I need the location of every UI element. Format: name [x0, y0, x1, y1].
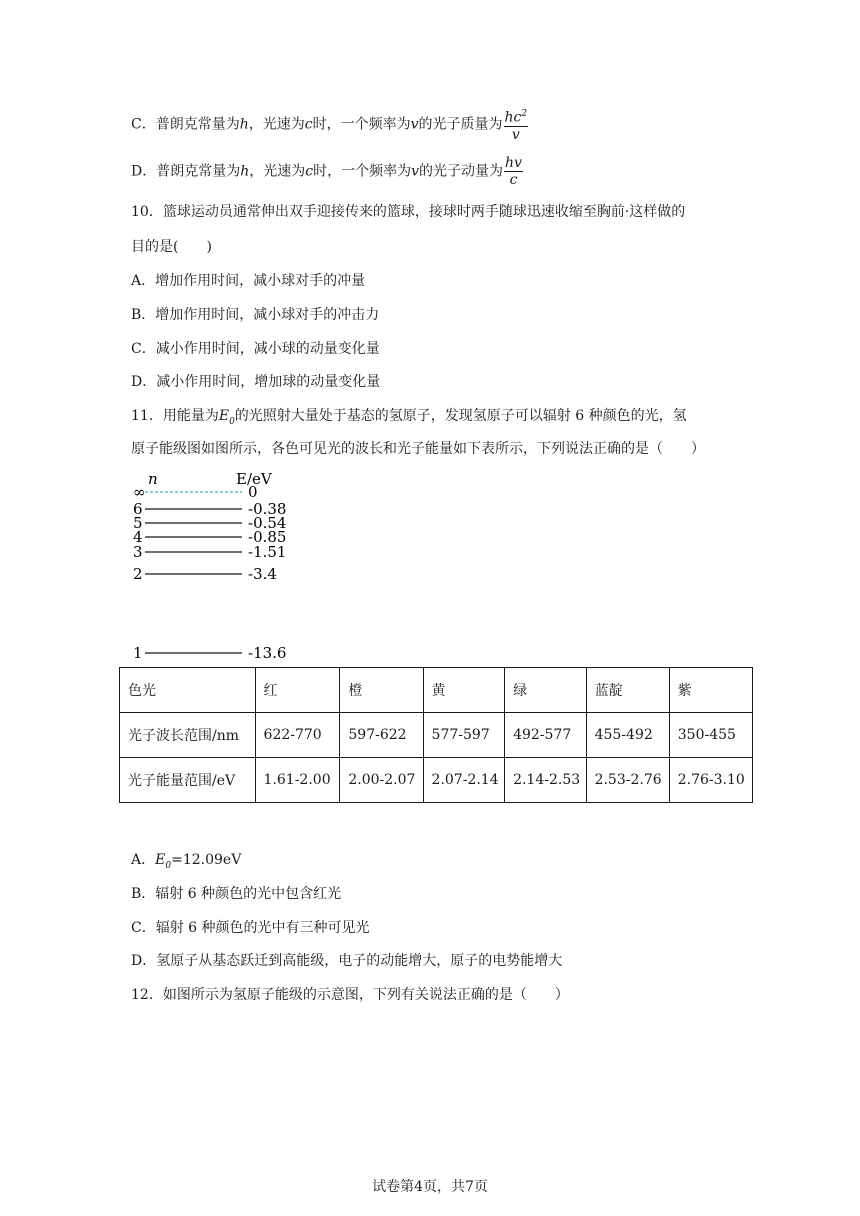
table-cell: 350-455: [669, 713, 752, 758]
table-cell: 黄: [423, 668, 505, 713]
fraction-hv-over-c: $\frac{hv}{c}$: [505, 155, 522, 188]
level-n-label: 5: [133, 514, 143, 532]
table-cell: 光子波长范围/nm: [120, 713, 256, 758]
table-cell: 1.61-2.00: [255, 758, 340, 803]
table-cell: 577-597: [423, 713, 505, 758]
q10-option-c: C．减小作用时间，减小球的动量变化量: [131, 341, 380, 357]
q11-stem-line1: 11．用能量为$E_0$的光照射大量处于基态的氢原子，发现氢原子可以辐射 6 种颜色的光，氢: [131, 408, 687, 427]
q9-option-c: C．普朗克常量为h，光速为c时，一个频率为v的光子质量为 $\frac{hc^2}{v}$: [131, 106, 528, 143]
q11-option-d: D．氢原子从基态跃迁到高能级，电子的动能增大，原子的电势能增大: [131, 953, 563, 969]
q10-option-a: A．增加作用时间，减小球对手的冲量: [131, 273, 366, 289]
level-n-label: 4: [133, 528, 143, 546]
level-n-label: 2: [133, 565, 143, 583]
level-n-label: 1: [133, 644, 143, 662]
level-n-label: 3: [133, 543, 143, 561]
table-row: [120, 713, 753, 758]
table-cell: 绿: [505, 668, 587, 713]
table-cell: 蓝靛: [586, 668, 669, 713]
q10-option-d: D．减小作用时间，增加球的动量变化量: [131, 374, 381, 390]
table-cell: 2.00-2.07: [340, 758, 423, 803]
table-row: [120, 668, 753, 713]
level-n-label: ∞: [133, 483, 146, 501]
table-cell: 455-492: [586, 713, 669, 758]
q12-stem: 12．如图所示为氢原子能级的示意图，下列有关说法正确的是（ ）: [131, 987, 569, 1003]
q11-stem-line2: 原子能级图如图所示，各色可见光的波长和光子能量如下表所示，下列说法正确的是（ ）: [131, 441, 705, 457]
level-energy-label: -0.85: [248, 528, 287, 546]
table-cell: 492-577: [505, 713, 587, 758]
q11-option-a: A．$E_0=12.09eV$: [131, 852, 242, 871]
table-cell: 2.53-2.76: [586, 758, 669, 803]
table-cell: 2.14-2.53: [505, 758, 587, 803]
table-cell: 红: [255, 668, 340, 713]
q10-option-b: B．增加作用时间，减小球对手的冲击力: [131, 307, 380, 323]
table-cell: 597-622: [340, 713, 423, 758]
q11-option-b: B．辐射 6 种颜色的光中包含红光: [131, 886, 342, 902]
table-cell: 2.07-2.14: [423, 758, 505, 803]
q11-option-c: C．辐射 6 种颜色的光中有三种可见光: [131, 920, 370, 936]
level-energy-label: -13.6: [248, 644, 287, 662]
energy-level-diagram: [128, 468, 328, 666]
table-cell: 622-770: [255, 713, 340, 758]
table-cell: 橙: [340, 668, 423, 713]
diagram-n-label: n: [148, 470, 158, 488]
page-footer: 试卷第4页，共7页: [372, 1179, 488, 1195]
level-energy-label: -0.38: [248, 500, 287, 518]
table-cell: 2.76-3.10: [669, 758, 752, 803]
q9-option-d: D．普朗克常量为h，光速为c时，一个频率为v的光子动量为 $\frac{hv}{c}$: [131, 155, 522, 188]
level-n-label: 6: [133, 500, 143, 518]
diagram-energy-unit-label: E/eV: [236, 470, 272, 488]
table-cell: 紫: [669, 668, 752, 713]
level-energy-label: 0: [248, 483, 258, 501]
table-cell: 光子能量范围/eV: [120, 758, 256, 803]
table-row: [120, 758, 753, 803]
table-cell: 色光: [120, 668, 256, 713]
color-light-table: [119, 667, 753, 803]
energy-levels: [133, 483, 286, 662]
level-energy-label: -1.51: [248, 543, 287, 561]
level-energy-label: -3.4: [248, 565, 277, 583]
q10-stem-line2: 目的是( ): [131, 239, 212, 255]
level-energy-label: -0.54: [248, 514, 287, 532]
q10-stem-line1: 10．篮球运动员通常伸出双手迎接传来的篮球，接球时两手随球迅速收缩至胸前·这样做的: [131, 204, 686, 220]
fraction-hc2-over-v: $\frac{hc^2}{v}$: [504, 106, 529, 143]
